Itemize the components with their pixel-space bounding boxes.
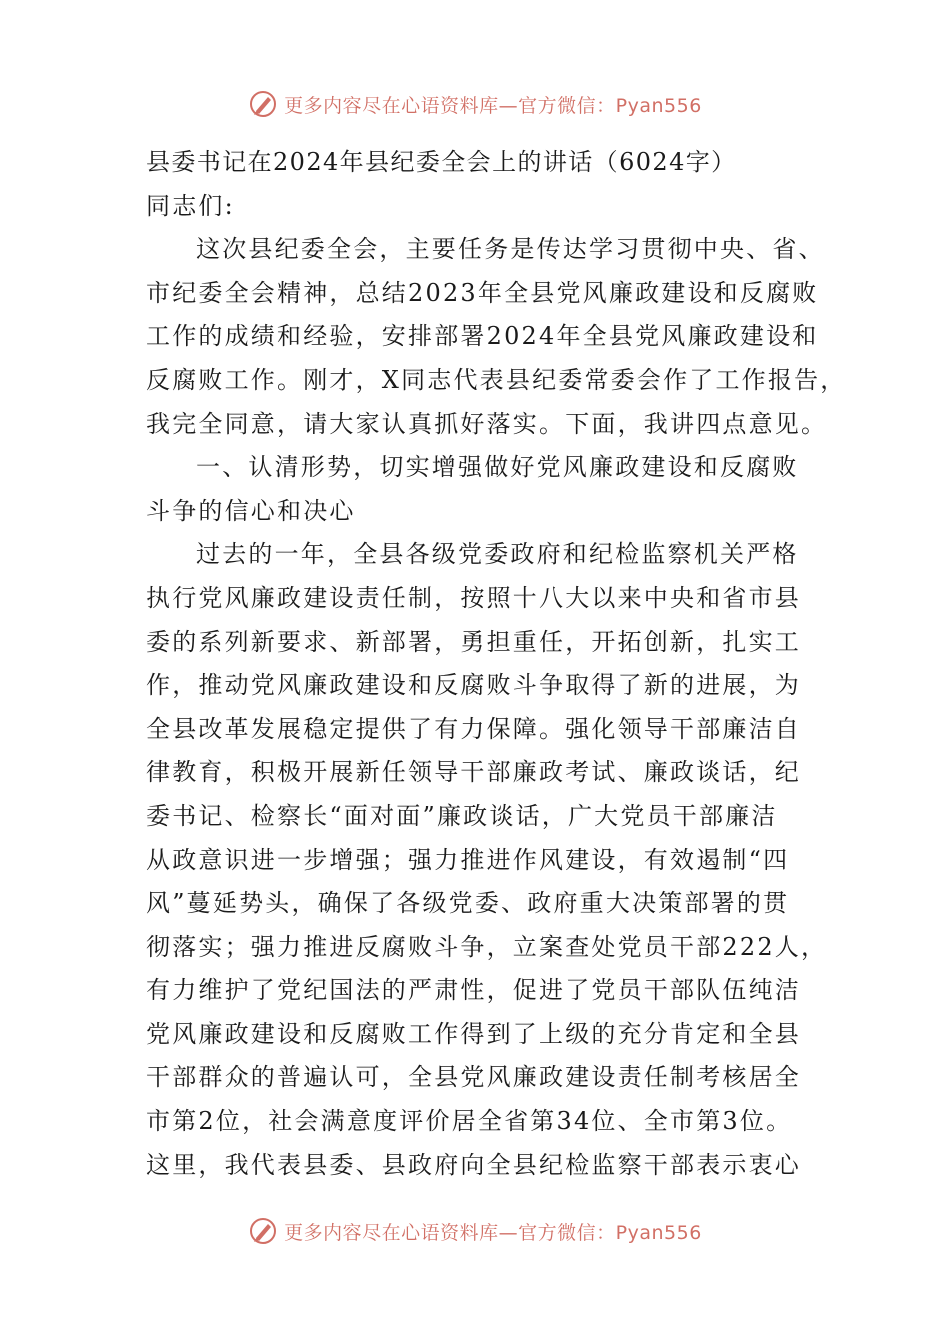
pen-logo-icon bbox=[248, 89, 278, 119]
section-heading: 一、认清形势，切实增强做好党风廉政建设和反腐败 bbox=[196, 453, 799, 482]
paragraph-line: 过去的一年，全县各级党委政府和纪检监察机关严格 bbox=[196, 540, 799, 569]
paragraph-line: 执行党风廉政建设责任制，按照十八大以来中央和省市县 bbox=[146, 583, 801, 612]
paragraph-line: 委的系列新要求、新部署，勇担重任，开拓创新，扎实工 bbox=[146, 627, 801, 656]
paragraph-line: 党风廉政建设和反腐败工作得到了上级的充分肯定和全县 bbox=[146, 1019, 801, 1048]
paragraph-line: 委书记、检察长“面对面”廉政谈话，广大党员干部廉洁 bbox=[146, 801, 778, 830]
paragraph-line: 风”蔓延势头，确保了各级党委、政府重大决策部署的贯 bbox=[146, 889, 790, 918]
watermark-text: 更多内容尽在心语资料库—官方微信：Pyan556 bbox=[284, 1221, 702, 1244]
greeting: 同志们: bbox=[146, 191, 235, 220]
paragraph-line: 律教育，积极开展新任领导干部廉政考试、廉政谈话，纪 bbox=[146, 758, 801, 787]
paragraph-line: 全县改革发展稳定提供了有力保障。强化领导干部廉洁自 bbox=[146, 714, 801, 743]
section-heading: 斗争的信心和决心 bbox=[146, 496, 356, 525]
document-title: 县委书记在2024年县纪委全会上的讲话（6024字） bbox=[146, 148, 737, 176]
paragraph-line: 市纪委全会精神，总结2023年全县党风廉政建设和反腐败 bbox=[146, 278, 819, 307]
watermark-footer bbox=[0, 1211, 950, 1251]
paragraph-line: 我完全同意，请大家认真抓好落实。下面，我讲四点意见。 bbox=[146, 409, 828, 438]
paragraph-line: 作，推动党风廉政建设和反腐败斗争取得了新的进展，为 bbox=[146, 671, 801, 700]
paragraph-line: 从政意识进一步增强；强力推进作风建设，有效遏制“四 bbox=[146, 845, 790, 874]
paragraph-line: 有力维护了党纪国法的严肃性，促进了党员干部队伍纯洁 bbox=[146, 976, 801, 1005]
watermark-text: 更多内容尽在心语资料库—官方微信：Pyan556 bbox=[284, 94, 702, 117]
paragraph-line: 彻落实；强力推进反腐败斗争，立案查处党员干部222人， bbox=[146, 932, 828, 961]
paragraph-line: 这里，我代表县委、县政府向全县纪检监察干部表示衷心 bbox=[146, 1150, 801, 1179]
paragraph-line: 反腐败工作。刚才，X同志代表县纪委常委会作了工作报告， bbox=[146, 365, 847, 394]
paragraph-line: 工作的成绩和经验，安排部署2024年全县党风廉政建设和 bbox=[146, 322, 819, 351]
paragraph-line: 市第2位，社会满意度评价居全省第34位、全市第3位。 bbox=[146, 1107, 793, 1136]
paragraph-line: 干部群众的普遍认可，全县党风廉政建设责任制考核居全 bbox=[146, 1063, 801, 1092]
paragraph-line: 这次县纪委全会，主要任务是传达学习贯彻中央、省、 bbox=[196, 235, 825, 264]
document-body bbox=[146, 141, 847, 1187]
watermark-header bbox=[0, 84, 950, 124]
pen-logo-icon bbox=[248, 1216, 278, 1246]
